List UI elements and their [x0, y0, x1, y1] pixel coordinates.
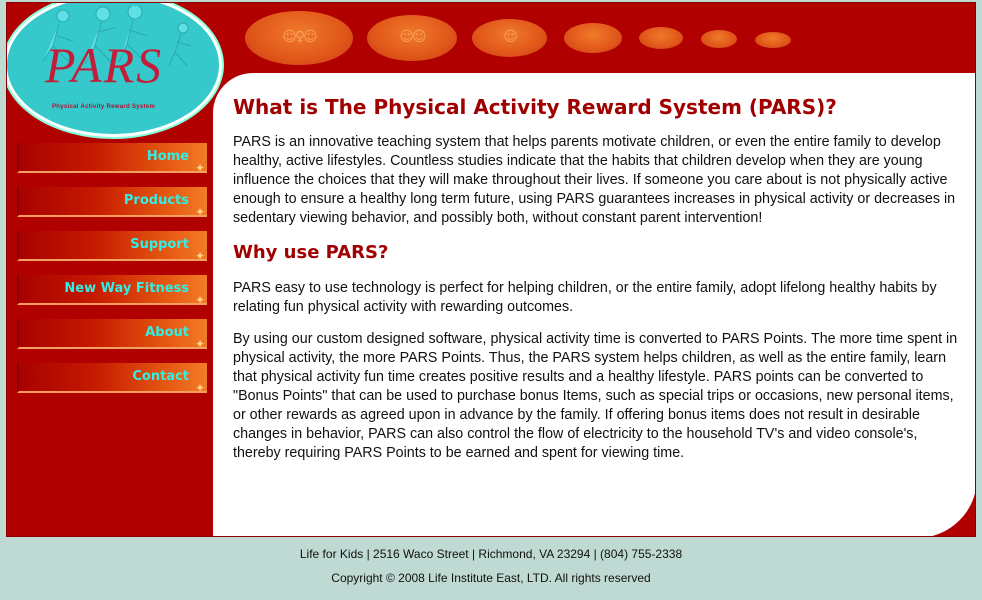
nav-label: Contact [132, 369, 189, 384]
footer [0, 544, 982, 592]
sparkle-icon: ✦ [194, 337, 205, 351]
sparkle-icon: ✦ [194, 381, 205, 395]
header-orb-5 [639, 27, 683, 49]
nav-label: Home [146, 149, 189, 164]
nav-item-products[interactable] [17, 187, 207, 217]
nav-label: Products [123, 193, 189, 208]
page-frame [6, 2, 976, 537]
sidebar-nav [17, 143, 207, 407]
header-orb-3: ☺ [472, 19, 547, 57]
page-title: What is The Physical Activity Reward System (PARS)? [233, 95, 837, 119]
nav-label: About [145, 325, 189, 340]
header-orb-7 [755, 32, 791, 48]
footer-address: Life for Kids | 2516 Waco Street | Richmond, VA 23294 | (804) 755-2338 [299, 547, 683, 561]
header-orb-6 [701, 30, 737, 48]
nav-item-home[interactable] [17, 143, 207, 173]
footer-copyright: Copyright © 2008 Life Institute East, LTD. All rights reserved [331, 571, 651, 585]
site-logo[interactable] [6, 2, 222, 137]
nav-label: New Way Fitness [64, 281, 189, 296]
section-heading: Why use PARS? [233, 242, 389, 263]
nav-item-about[interactable] [17, 319, 207, 349]
nav-item-contact[interactable] [17, 363, 207, 393]
nav-item-support[interactable] [17, 231, 207, 261]
why-paragraph-2: By using our custom designed software, physical activity time is converted to PARS Points. The more time spent in physical activity, the more PARS Points. Thus, the PARS system helps children, as well as the entire family, learn that physical activity fun time creates positive results and a healthy lifestyle. PARS points can be converted to "Bonus Points" that can be used to purchase bonus Items, such as special trips or occasions, new personal items, or other rewards as agreed upon in advance by the family. If offering bonus items does not result in desirable changes in behavior, PARS can also control the flow of electricity to the household TV's and video console's, thereby requiring PARS Points to be earned and spent for viewing time. [233, 331, 958, 461]
sparkle-icon: ✦ [194, 161, 205, 175]
header-orb-1: ☺♀☺ [245, 11, 353, 65]
logo-tagline: Physical Activity Reward System [52, 104, 156, 110]
logo-wordmark: PARS [45, 37, 164, 93]
sparkle-icon: ✦ [194, 249, 205, 263]
intro-paragraph: PARS is an innovative teaching system that helps parents motivate children, or even the entire family to develop healthy, active lifestyles. Countless studies indicate that the habits that children develop when they are young influence the choices that they will make throughout their lives. If someone you care about is not physically active enough to ensure a healthy long term future, using PARS guarantees increases in physical activity or decreases in sedentary viewing behavior, and possibly both, without constant parent intervention! [233, 134, 956, 226]
nav-item-new-way-fitness[interactable] [17, 275, 207, 305]
why-paragraph-1: PARS easy to use technology is perfect for helping children, or the entire family, adopt lifelong healthy habits by relating fun physical activity with rewarding outcomes. [233, 280, 937, 315]
sparkle-icon: ✦ [194, 293, 205, 307]
header-orb-4 [564, 23, 622, 53]
header-orb-2: ☺☺ [367, 15, 457, 61]
nav-label: Support [130, 237, 189, 252]
sparkle-icon: ✦ [194, 205, 205, 219]
main-content [213, 73, 976, 537]
